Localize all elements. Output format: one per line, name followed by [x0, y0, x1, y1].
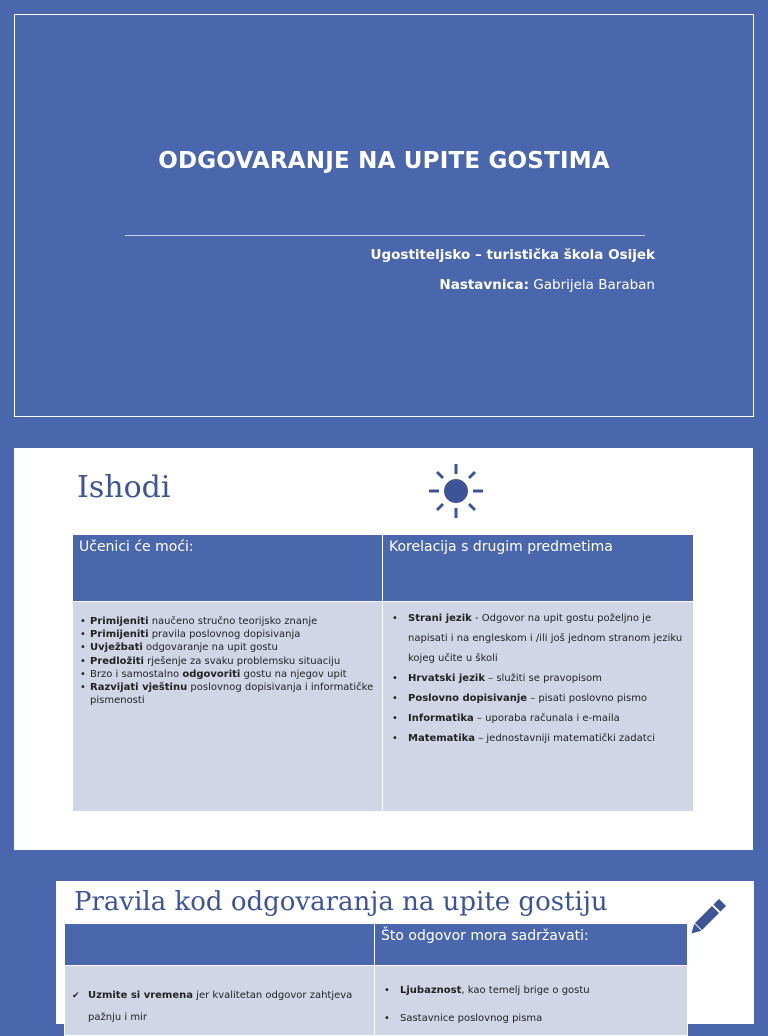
list-item: • Primijeniti naučeno stručno teorijsko znanje — [90, 615, 375, 628]
teacher-line — [439, 277, 655, 293]
list-item: • Uvježbati odgovaranje na upit gostu — [90, 641, 375, 654]
list-item: • Matematika – jednostavniji matematički zadatci — [408, 729, 686, 749]
table-cell — [65, 966, 375, 1036]
slide-title: ODGOVARANJE NA UPITE GOSTIMA — [158, 148, 610, 174]
table-header: Učenici će moći: — [73, 535, 383, 602]
list-item: • Brzo i samostalno odgovoriti gostu na njegov upit — [90, 668, 375, 681]
table-cell — [383, 602, 694, 812]
table-cell — [73, 602, 383, 812]
list-item: • Hrvatski jezik – služiti se pravopisom — [408, 669, 686, 689]
list-item: • Sastavnice poslovnog pisma — [400, 1005, 680, 1033]
title-slide — [14, 14, 754, 417]
list-item: • Razvijati vještinu poslovnog dopisivanja i informatičke pismenosti — [90, 681, 375, 707]
list-item: • Predložiti rješenje za svaku problemsku situaciju — [90, 655, 375, 668]
rules-slide — [56, 881, 754, 1024]
pencil-icon — [684, 895, 730, 941]
table-header: Korelacija s drugim predmetima — [383, 535, 694, 602]
table-header — [65, 924, 375, 966]
divider — [125, 235, 645, 236]
school-name: Ugostiteljsko – turistička škola Osijek — [370, 247, 655, 263]
table-cell — [375, 966, 688, 1036]
slide-title: Ishodi — [77, 470, 171, 505]
slide-title: Pravila kod odgovaranja na upite gostiju — [74, 887, 608, 917]
teacher-name: Gabrijela Baraban — [528, 277, 655, 293]
teacher-label: Nastavnica: — [439, 277, 529, 293]
outcomes-table — [72, 534, 694, 812]
rules-table — [64, 923, 688, 1036]
list-item: • Primijeniti pravila poslovnog dopisivanja — [90, 628, 375, 641]
list-item: • Ljubaznost, kao temelj brige o gostu — [400, 977, 680, 1005]
list-item: ✔ Uzmite si vremena jer kvalitetan odgovor zahtjeva pažnju i mir — [88, 985, 367, 1029]
table-header: Što odgovor mora sadržavati: — [375, 924, 688, 966]
outcomes-slide — [14, 448, 753, 850]
sun-icon — [427, 462, 485, 520]
list-item: • Strani jezik - Odgovor na upit gostu poželjno je napisati i na engleskom i /ili još jednom stranom jeziku kojeg učite u školi — [408, 609, 686, 669]
list-item: • Informatika – uporaba računala i e-maila — [408, 709, 686, 729]
list-item: • Poslovno dopisivanje – pisati poslovno pismo — [408, 689, 686, 709]
